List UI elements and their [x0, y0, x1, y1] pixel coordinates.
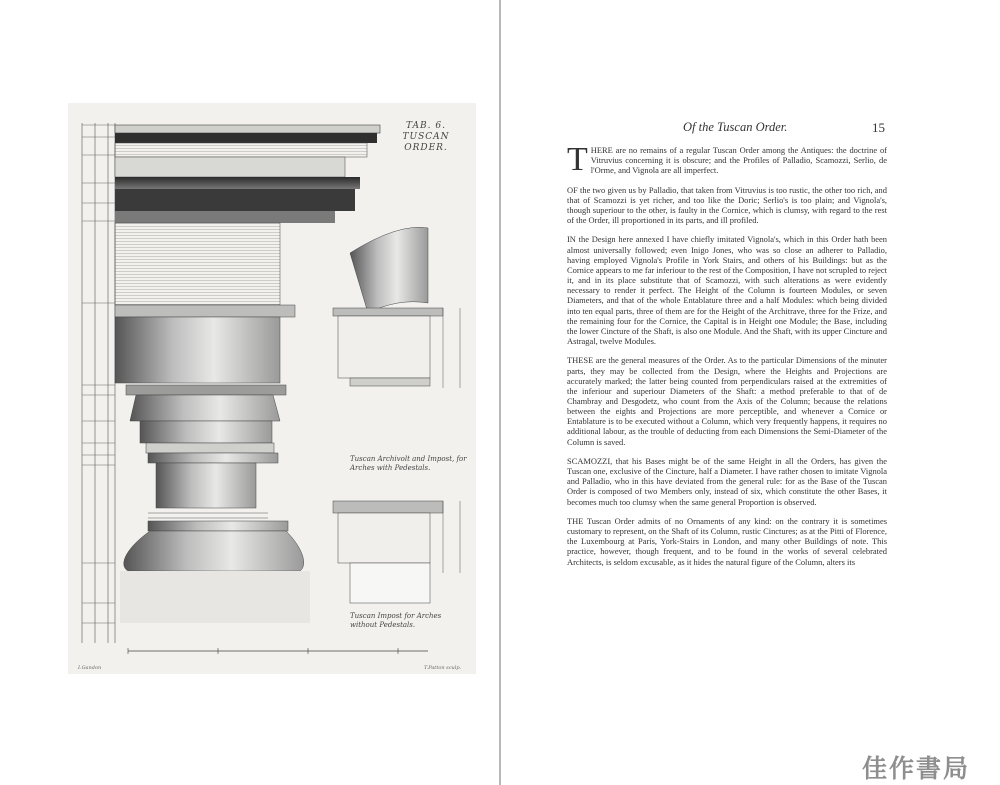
caption-archivolt: Tuscan Archivolt and Impost, for Arches with Pedestals. [350, 455, 467, 472]
left-page [0, 0, 499, 785]
paragraph: THE Tuscan Order admits of no Ornaments of any kind: on the contrary it is sometimes customary to represent, on the Shaft of its Column, rustic Cinctures; as at the Pitti of Florence, the Luxembourg at Paris, York-Stairs in London, and many other Buildings of note. This practice, however, though frequent, and to be found in the works of several celebrated Architects, is seldom excusable, as it hides the natural figure of the Column, alters its [567, 515, 887, 567]
tuscan-order-engraving [68, 103, 476, 674]
paragraph: SCAMOZZI, that his Bases might be of the same Height in all the Orders, has given the Tuscan one, exclusive of the Cincture, half a Diameter. I have rather chosen to imitate Vignola and Palladio, who in this have deviated from the general rule: for as the Base of the Tuscan Order is composed of two Members only, instead of six, which constitute the other Bases, it becomes much too clumsy when the same general Proportion is observed. [567, 455, 887, 507]
paragraph: OF the two given us by Palladio, that taken from Vitruvius is too rustic, the other too rich, and that of Scamozzi is yet richer, and too like the Doric; Serlio's is too plain; and Vignola's, though superiour to the other, is faulty in the Cornice, which is clumsy, with regard to the rest of the Order, ill proportioned in its parts, and ill profiled. [567, 184, 887, 226]
paragraph: THERE are no remains of a regular Tuscan Order among the Antiques: the doctrine of Vitruvius concerning it is obscure; and the Profiles of Palladio, Scamozzi, Serlio, de l'Orme, and Vignola are all imperfect. [567, 141, 887, 178]
page-number: 15 [872, 120, 885, 135]
plate-signature-right: T.Patton sculp. [424, 665, 462, 671]
engraved-plate [68, 103, 476, 674]
paragraph: THESE are the general measures of the Order. As to the particular Dimensions of the minuter parts, they may be collected from the Design, where the Heights and Projections are accurately marked; the latter being counted from perpendiculars raised at the extremities of the inferiour and superiour Diameters of the Shaft: a method preferable to that of de Chambray and Desgodetz, who count from the Axis of the Column; because the relations between the eights and Projections are more perceptible, and whenever a Cornice or Entablature is to be executed without a Column, which very frequently happens, it requires no additional labour, as the trouble of deducting from each Dimensions the Semi-Diameter of the Column is saved. [567, 355, 887, 447]
plate-signature-left: I.Gandon [78, 665, 102, 671]
plate-title: TAB. 6. TUSCAN ORDER. [402, 121, 450, 153]
drop-cap: T [567, 141, 588, 178]
paragraph: IN the Design here annexed I have chiefly imitated Vignola's, which in this Order hath been almost universally followed; even Inigo Jones, who was so close an adherer to Palladio, having employed Vignola's Profile in York Stairs, and others of his Buildings: but as the Cornice appears to me far inferiour to the rest of the Composition, I have not scrupled to reject it, and in its place substitute that of Scamozzi, with such alterations as were evidently necessary to render it perfect. The Height of the Column is fourteen Modules, or seven Diameters, and that of the whole Entablature three and a half Modules: which being divided into ten equal parts, three of them are for the Height of the Architrave, three for the Frize, and the remaining four for the Cornice, the Capital is in Height one Module; the Base, including the lower Cincture of the Shaft, is also one Module. And the Shaft, with its upper Cincture and Astragal, twelve Modules. [567, 234, 887, 347]
body-text [567, 141, 887, 576]
caption-impost: Tuscan Impost for Arches without Pedestals. [350, 612, 442, 629]
running-head: Of the Tuscan Order. [683, 120, 788, 134]
publisher-watermark: 佳作書局 [862, 754, 971, 783]
